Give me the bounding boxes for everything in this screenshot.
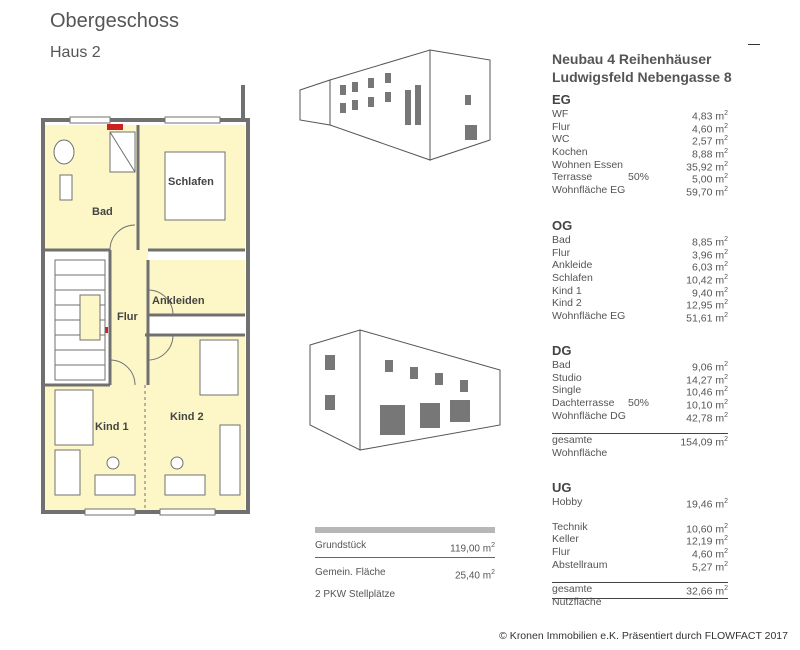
area-value: 154,09 $m^2$ — [680, 436, 728, 449]
room-label-ankleiden: Ankleiden — [152, 295, 205, 307]
area-value: 59,70 $m^2$ — [686, 186, 728, 199]
building-sketch-rear — [290, 45, 500, 165]
area-name: Keller — [552, 533, 579, 546]
area-percent — [628, 297, 668, 310]
lot-row-grundstueck — [315, 539, 495, 553]
area-value: 12,19 $m^2$ — [686, 535, 728, 548]
area-percent — [628, 410, 668, 423]
area-value: 10,42 $m^2$ — [686, 274, 728, 287]
section-dg — [552, 343, 728, 425]
area-row — [552, 108, 728, 121]
area-name: Flur — [552, 120, 571, 133]
area-value: 10,10 $m^2$ — [686, 399, 728, 412]
area-row — [552, 533, 728, 546]
area-value: 51,61 $m^2$ — [686, 312, 728, 325]
area-value: 3,96 $m^2$ — [691, 248, 728, 262]
area-value: 5,00 $m^2$ — [691, 173, 728, 186]
area-row — [552, 234, 728, 247]
project-title — [552, 50, 732, 86]
area-percent: 50% — [628, 171, 650, 184]
area-percent — [628, 234, 668, 247]
floor-title: Obergeschoss — [50, 10, 179, 32]
lot-summary — [315, 527, 495, 602]
area-value: 42,78 $m^2$ — [686, 411, 728, 425]
area-row — [552, 247, 728, 260]
section-heading: EG — [552, 92, 571, 107]
total-row — [552, 434, 728, 459]
area-row — [552, 121, 728, 134]
area-row — [552, 397, 728, 410]
area-percent — [628, 121, 668, 134]
lot-gemein-value: 25,40 $m^2$ — [454, 569, 495, 582]
area-row — [552, 546, 728, 559]
area-percent — [628, 583, 668, 596]
area-name: Kochen — [552, 146, 588, 159]
area-value: 9,06 $m^2$ — [691, 361, 728, 374]
area-percent — [628, 108, 668, 121]
area-percent — [628, 372, 668, 385]
area-name: Wohnfläche EG — [552, 184, 626, 197]
area-value: 5,27 $m^2$ — [691, 560, 728, 574]
area-row — [552, 159, 728, 172]
area-row — [552, 259, 728, 272]
area-percent — [628, 559, 668, 572]
lot-grundstueck-value: 119,00 $m^2$ — [450, 542, 495, 555]
room-label-bad: Bad — [92, 206, 113, 218]
area-row — [552, 297, 728, 310]
area-value: 32,66 $m^2$ — [686, 585, 728, 598]
section-eg — [552, 92, 728, 197]
lot-row-gemein — [315, 566, 495, 580]
area-percent — [628, 272, 668, 285]
area-row — [552, 184, 728, 197]
area-value: 14,27 $m^2$ — [686, 373, 728, 387]
area-row — [552, 372, 728, 385]
project-title-line1: Neubau 4 Reihenhäuser — [552, 51, 712, 67]
area-value: 12,95 $m^2$ — [686, 299, 728, 312]
area-percent — [628, 384, 668, 397]
area-percent — [628, 159, 668, 172]
room-label-schlafen: Schlafen — [168, 176, 214, 188]
area-percent — [628, 184, 668, 197]
area-percent — [628, 133, 668, 146]
area-name: Wohnfläche EG — [552, 310, 626, 323]
area-row — [552, 521, 728, 534]
area-value: 2,57 $m^2$ — [691, 135, 728, 148]
area-value: 4,83 $m^2$ — [691, 110, 728, 123]
area-name: gesamte Nutzfläche — [552, 583, 602, 608]
area-value: 8,88 $m^2$ — [691, 148, 728, 161]
building-sketch-front — [300, 325, 505, 455]
lot-grundstueck-label: Grundstück — [315, 540, 367, 551]
area-name: Dachterrasse — [552, 397, 615, 410]
lot-gemein-label: Gemein. Fläche — [315, 567, 386, 578]
area-percent — [628, 285, 668, 298]
area-percent — [628, 434, 668, 447]
area-percent — [628, 310, 668, 323]
area-name: Bad — [552, 234, 571, 246]
room-label-kind1: Kind 1 — [95, 421, 129, 433]
area-value: 19,46 $m^2$ — [686, 498, 728, 511]
area-name: Terrasse — [552, 171, 593, 184]
area-name: Flur — [552, 546, 571, 559]
area-percent — [628, 546, 668, 559]
room-label-kind2: Kind 2 — [170, 411, 204, 423]
area-row — [552, 359, 728, 372]
room-label-flur: Flur — [117, 311, 138, 323]
area-row — [552, 410, 728, 423]
area-value: 35,92 $m^2$ — [686, 160, 728, 174]
area-row — [552, 285, 728, 298]
project-title-line2: Ludwigsfeld Nebengasse 8 — [552, 69, 732, 85]
area-percent: 50% — [628, 397, 650, 410]
area-value: 8,85 $m^2$ — [691, 236, 728, 249]
area-name: Schlafen — [552, 272, 593, 285]
area-value: 10,60 $m^2$ — [686, 522, 728, 536]
area-name: Abstellraum — [552, 558, 608, 571]
area-name: Studio — [552, 371, 582, 384]
area-value: 10,46 $m^2$ — [686, 386, 728, 399]
area-name: Wohnfläche DG — [552, 409, 626, 422]
area-row — [552, 310, 728, 323]
area-name: Kind 2 — [552, 297, 582, 310]
section-og — [552, 218, 728, 323]
area-percent — [628, 259, 668, 272]
area-row — [552, 496, 728, 509]
area-name: Technik — [552, 520, 588, 533]
area-percent — [628, 359, 668, 372]
area-value: 4,60 $m^2$ — [691, 122, 728, 136]
area-name: WF — [552, 108, 569, 120]
area-value: 6,03 $m^2$ — [691, 261, 728, 274]
divider — [315, 557, 495, 558]
area-percent — [628, 247, 668, 260]
section-heading: DG — [552, 343, 572, 358]
house-label: Haus 2 — [50, 44, 101, 61]
area-name: Wohnen Essen — [552, 158, 624, 171]
area-row — [552, 559, 728, 572]
area-percent — [628, 521, 668, 534]
area-name: Single — [552, 384, 582, 397]
footer-copyright: © Kronen Immobilien e.K. Präsentiert durch FLOWFACT 2017 — [499, 630, 788, 642]
area-name: Kind 1 — [552, 284, 582, 297]
area-name: gesamte Wohnfläche — [552, 434, 608, 459]
area-percent — [628, 146, 668, 159]
section-ug — [552, 480, 728, 574]
area-row — [552, 384, 728, 397]
area-name: Hobby — [552, 496, 583, 508]
area-row — [552, 272, 728, 285]
area-value: 4,60 $m^2$ — [691, 548, 728, 561]
total-row — [552, 583, 728, 608]
summary-bar — [315, 527, 495, 533]
floor-plan — [40, 80, 255, 520]
area-name: WC — [552, 133, 570, 146]
decor-line — [748, 44, 760, 45]
area-percent — [628, 496, 668, 509]
area-name: Flur — [552, 246, 571, 259]
total-nutzflaeche — [552, 580, 728, 608]
area-value: 9,40 $m^2$ — [691, 286, 728, 300]
area-row — [552, 133, 728, 146]
area-name: Bad — [552, 359, 571, 371]
area-row — [552, 146, 728, 159]
area-percent — [628, 533, 668, 546]
lot-parking: 2 PKW Stellplätze — [315, 589, 396, 600]
total-wohnflaeche — [552, 431, 728, 459]
section-heading: UG — [552, 480, 572, 495]
area-name: Ankleide — [552, 259, 593, 272]
section-heading: OG — [552, 218, 573, 233]
area-row — [552, 171, 728, 184]
